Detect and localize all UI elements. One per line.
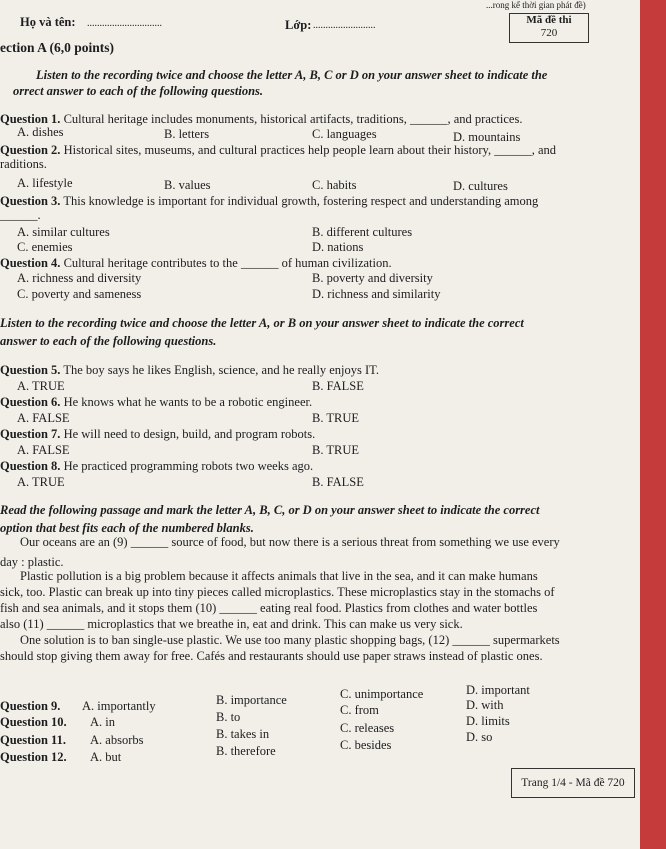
- read-instruction: Read the following passage and mark the letter A, B, C, or D on your answer sheet to indicate the correct: [0, 503, 540, 517]
- q10-option-a[interactable]: A. in: [90, 715, 115, 729]
- q9-option-b[interactable]: B. importance: [216, 693, 287, 707]
- q8-option-b[interactable]: B. FALSE: [312, 475, 364, 489]
- q9-label: Question 9.: [0, 699, 61, 713]
- q12-option-a[interactable]: A. but: [90, 750, 122, 764]
- q2-text: Historical sites, museums, and cultural practices help people learn about their history, ______, and: [60, 143, 557, 157]
- q12-label: Question 12.: [0, 750, 67, 764]
- q11-option-c[interactable]: C. releases: [340, 721, 395, 735]
- passage-line-1: Our oceans are an (9) ______ source of food, but now there is a serious threat from something we use every: [20, 535, 560, 549]
- q8-text: He practiced programming robots two weeks ago.: [60, 459, 314, 473]
- passage-line-5: fish and sea animals, and it stops them (10) ______ eating real food. Plastics from clothes and water bottles: [0, 601, 538, 615]
- class-label: Lớp:: [285, 18, 312, 32]
- question-5: [0, 363, 379, 378]
- passage-line-7: One solution is to ban single-use plastic. We use too many plastic shopping bags, (12) ______ supermarkets: [20, 633, 560, 647]
- q6-text: He knows what he wants to be a robotic engineer.: [60, 395, 313, 409]
- q3-text-2: ______.: [0, 208, 41, 222]
- q5-label: Question 5.: [0, 363, 61, 377]
- q5-option-b[interactable]: B. FALSE: [312, 379, 364, 393]
- q11-option-b[interactable]: B. takes in: [216, 727, 270, 741]
- page-number: Trang 1/4 - Mã đề 720: [521, 777, 625, 789]
- q9-option-c[interactable]: C. unimportance: [340, 687, 424, 701]
- section-a-instruction: Listen to the recording twice and choose the letter A, B, C or D on your answer sheet to indicate the: [36, 68, 548, 82]
- passage-line-4: sick, too. Plastic can break up into tiny pieces called microplastics. These microplastics stay in the stomachs of: [0, 585, 555, 599]
- q3-option-d[interactable]: D. nations: [312, 240, 364, 254]
- passage-line-3: Plastic pollution is a big problem because it affects animals that live in the sea, and it can make humans: [20, 569, 538, 583]
- q1-option-a[interactable]: A. dishes: [17, 125, 64, 139]
- q3-option-c[interactable]: C. enemies: [17, 240, 73, 254]
- exam-code-value: 720: [540, 27, 558, 39]
- page-footer: [511, 768, 635, 798]
- question-3: [0, 194, 538, 209]
- exam-code-box: [509, 13, 589, 43]
- passage-line-6: also (11) ______ microplastics that we breathe in, eat and drink. This can make us very sick.: [0, 617, 463, 631]
- q7-text: He will need to design, build, and program robots.: [60, 427, 316, 441]
- top-note: ...rong kể thời gian phát đề): [486, 0, 586, 10]
- q5-text: The boy says he likes English, science, and he really enjoys IT.: [60, 363, 379, 377]
- q1-label: Question 1.: [0, 112, 61, 126]
- red-edge: [640, 0, 666, 849]
- q7-option-b[interactable]: B. TRUE: [312, 443, 359, 457]
- q3-text: This knowledge is important for individual growth, fostering respect and understanding among: [60, 194, 539, 208]
- q8-option-a[interactable]: A. TRUE: [17, 475, 65, 489]
- question-2: [0, 143, 556, 158]
- q7-label: Question 7.: [0, 427, 61, 441]
- q3-option-a[interactable]: A. similar cultures: [17, 225, 110, 239]
- question-1: [0, 112, 522, 127]
- name-label: Họ và tên:: [20, 15, 76, 29]
- q4-label: Question 4.: [0, 256, 61, 270]
- q1-text: Cultural heritage includes monuments, historical artifacts, traditions, ______, and practices.: [60, 112, 523, 126]
- question-8: [0, 459, 313, 474]
- q4-option-a[interactable]: A. richness and diversity: [17, 271, 142, 285]
- class-dots: .........................: [313, 20, 376, 31]
- q10-label: Question 10.: [0, 715, 67, 729]
- q2-label: Question 2.: [0, 143, 61, 157]
- q2-option-a[interactable]: A. lifestyle: [17, 176, 73, 190]
- q9-option-d[interactable]: D. important: [466, 683, 530, 697]
- q4-option-b[interactable]: B. poverty and diversity: [312, 271, 433, 285]
- q6-option-a[interactable]: A. FALSE: [17, 411, 70, 425]
- q3-option-b[interactable]: B. different cultures: [312, 225, 413, 239]
- q1-option-b[interactable]: B. letters: [164, 127, 210, 141]
- q6-label: Question 6.: [0, 395, 61, 409]
- q9-option-a[interactable]: A. importantly: [82, 699, 156, 713]
- q2-option-d[interactable]: D. cultures: [453, 179, 508, 193]
- listen2-instruction-2: answer to each of the following questions.: [0, 334, 217, 348]
- q3-label: Question 3.: [0, 194, 61, 208]
- name-dots: ..............................: [87, 18, 162, 29]
- listen2-instruction: Listen to the recording twice and choose the letter A, or B on your answer sheet to indicate the correct: [0, 316, 524, 330]
- q10-option-d[interactable]: D. with: [466, 698, 504, 712]
- q2-option-c[interactable]: C. habits: [312, 178, 357, 192]
- q1-option-d[interactable]: D. mountains: [453, 130, 521, 144]
- q4-option-c[interactable]: C. poverty and sameness: [17, 287, 142, 301]
- q1-option-c[interactable]: C. languages: [312, 127, 377, 141]
- q4-option-d[interactable]: D. richness and similarity: [312, 287, 441, 301]
- q10-option-c[interactable]: C. from: [340, 703, 379, 717]
- read-instruction-2: option that best fits each of the numbered blanks.: [0, 521, 254, 535]
- q2-text-2: raditions.: [0, 157, 47, 171]
- q7-option-a[interactable]: A. FALSE: [17, 443, 70, 457]
- q4-text: Cultural heritage contributes to the ______ of human civilization.: [60, 256, 392, 270]
- q12-option-d[interactable]: D. so: [466, 730, 493, 744]
- q12-option-c[interactable]: C. besides: [340, 738, 392, 752]
- q11-option-d[interactable]: D. limits: [466, 714, 510, 728]
- q5-option-a[interactable]: A. TRUE: [17, 379, 65, 393]
- q8-label: Question 8.: [0, 459, 61, 473]
- q6-option-b[interactable]: B. TRUE: [312, 411, 359, 425]
- question-7: [0, 427, 315, 442]
- question-4: [0, 256, 392, 271]
- section-a-title: ection A (6,0 points): [0, 40, 115, 55]
- q2-option-b[interactable]: B. values: [164, 178, 211, 192]
- question-6: [0, 395, 312, 410]
- exam-code-label: Mã đề thi: [526, 14, 572, 26]
- passage-line-8: should stop giving them away for free. Cafés and restaurants should use paper straws instead of plastic ones.: [0, 649, 543, 663]
- passage-line-2: day : plastic.: [0, 555, 64, 569]
- q11-option-a[interactable]: A. absorbs: [90, 733, 144, 747]
- section-a-instruction-2: orrect answer to each of the following questions.: [13, 84, 264, 98]
- q11-label: Question 11.: [0, 733, 66, 747]
- q10-option-b[interactable]: B. to: [216, 710, 241, 724]
- q12-option-b[interactable]: B. therefore: [216, 744, 276, 758]
